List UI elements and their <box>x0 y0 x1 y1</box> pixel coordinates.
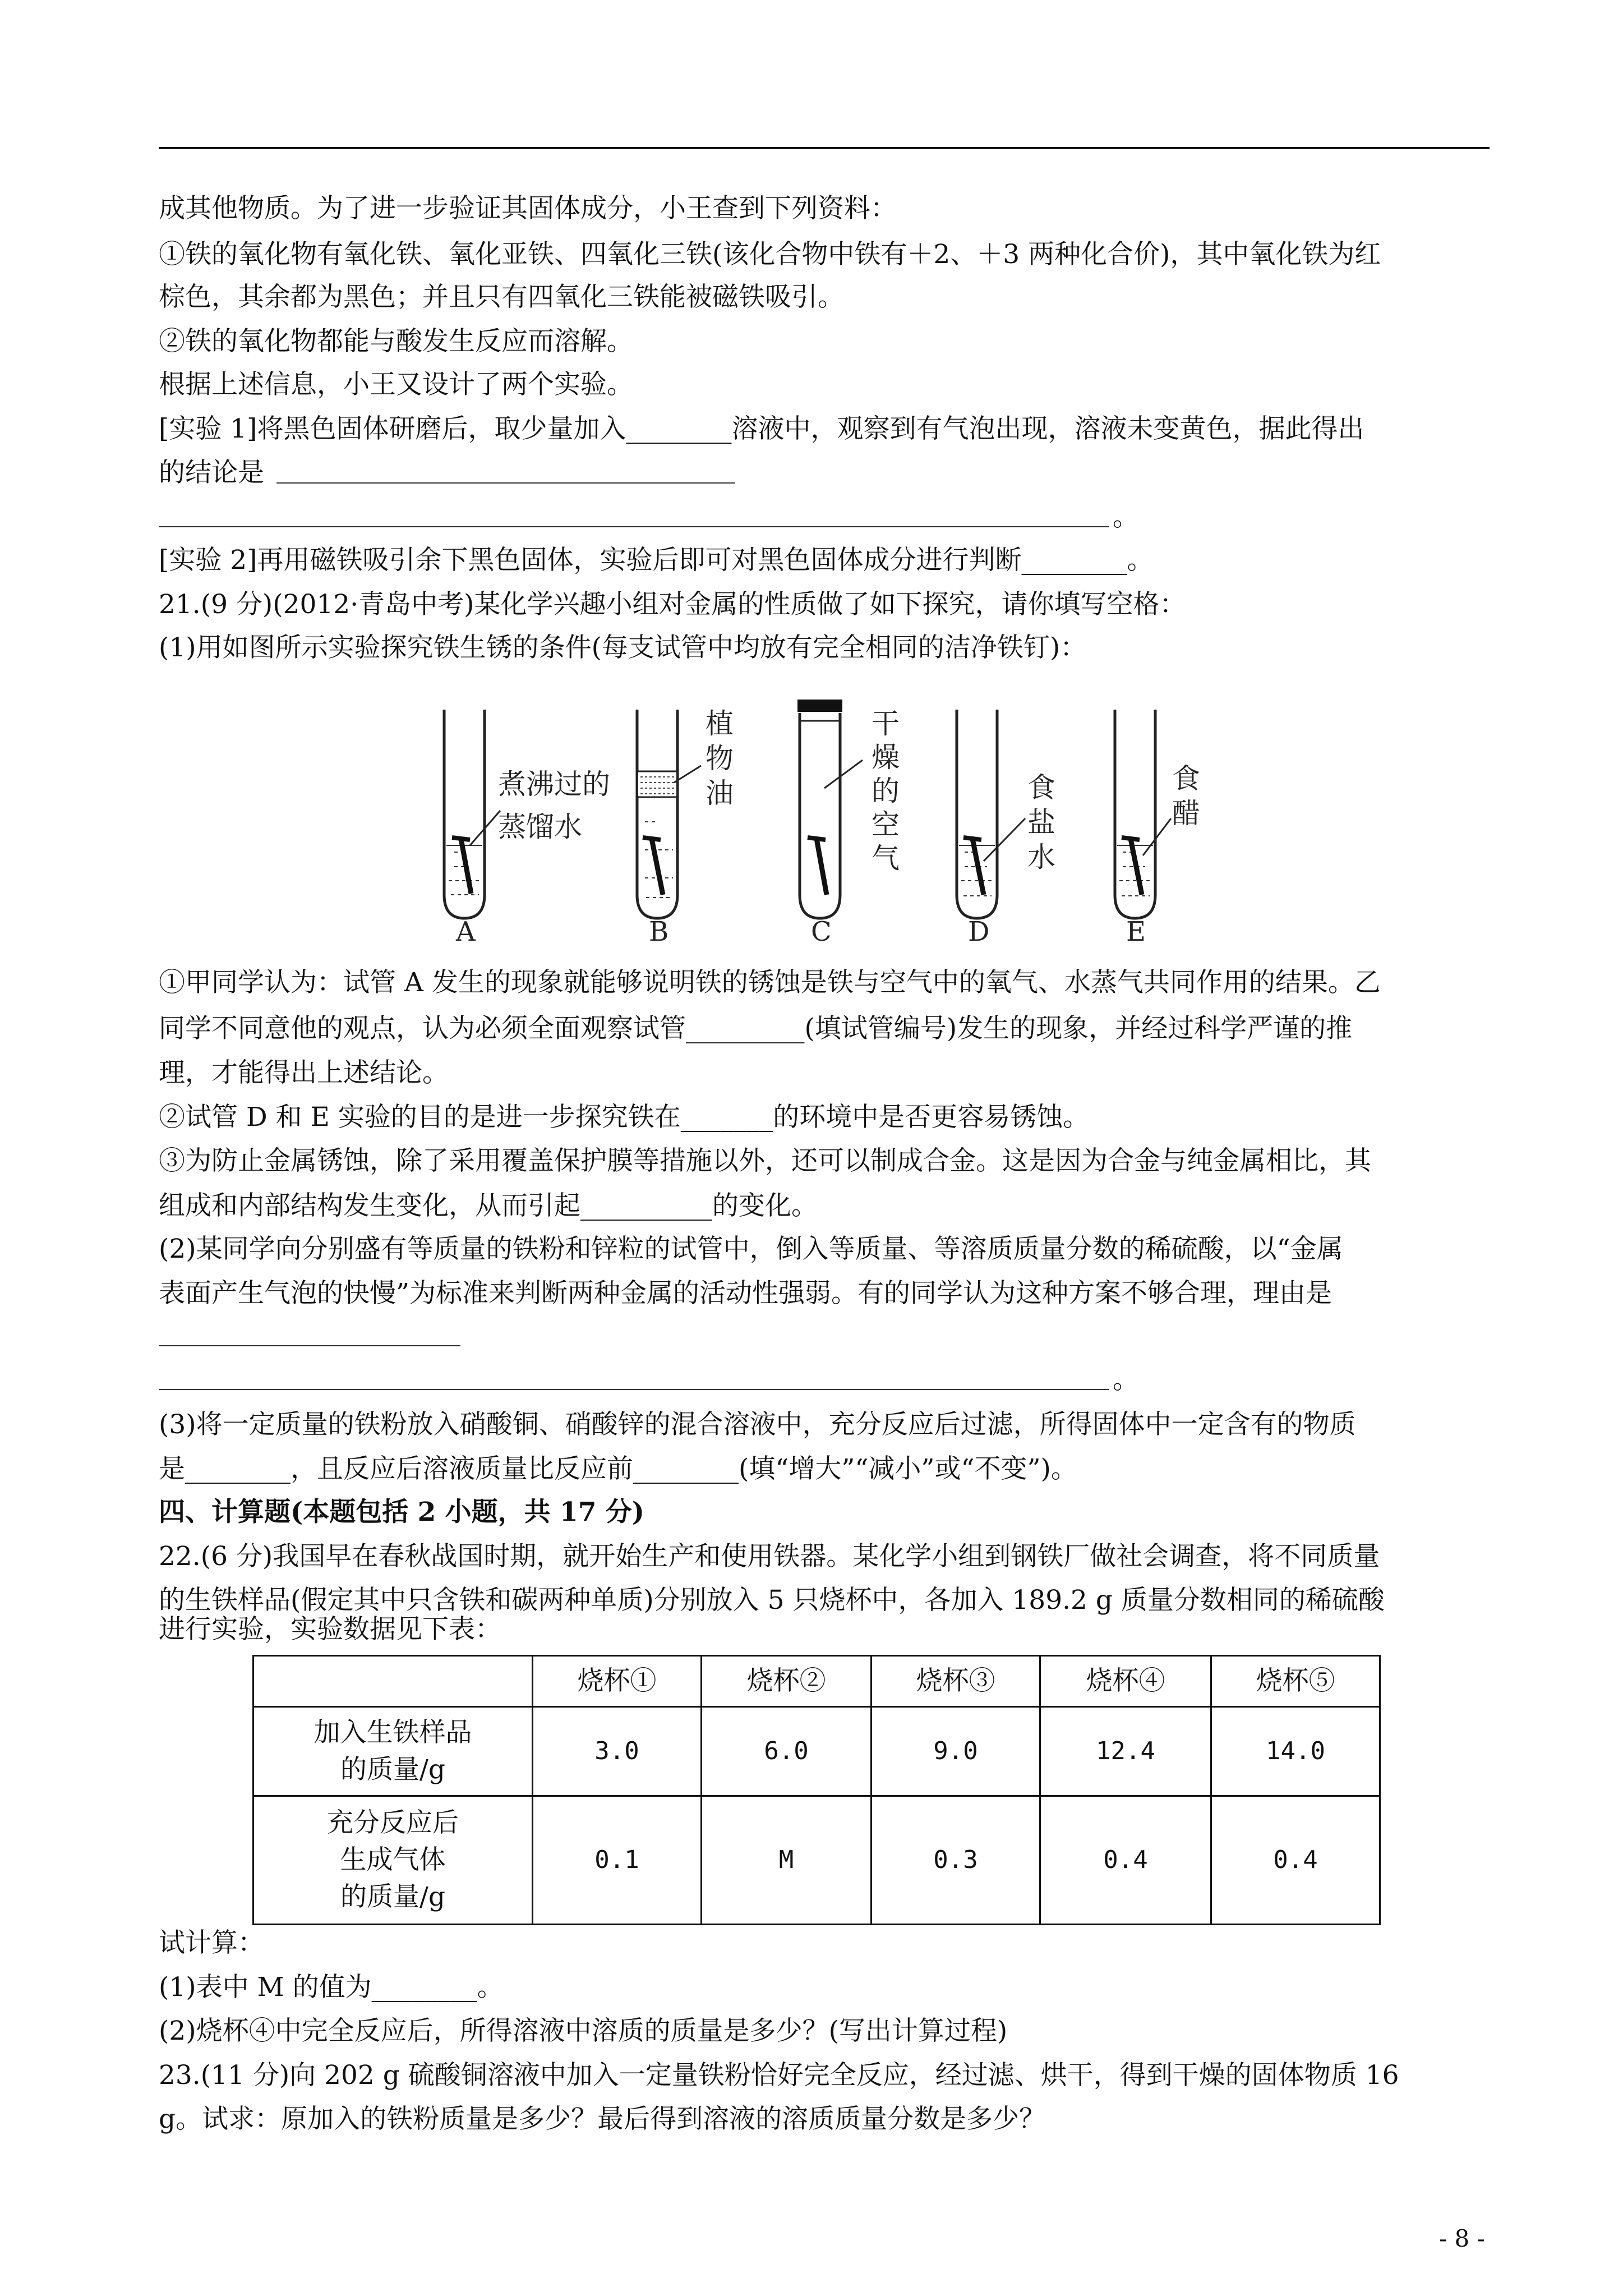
text-line: (1)表中 M 的值为________。 <box>159 1972 504 2003</box>
row-label-line: 的质量/g <box>340 1881 445 1912</box>
tube-label-e: E <box>1126 916 1146 947</box>
text-line: 理，才能得出上述结论。 <box>159 1057 449 1088</box>
iron-nail <box>808 838 827 895</box>
table-row <box>253 1796 1380 1925</box>
label-c-char: 空 <box>872 808 900 841</box>
table-cell: 0.4 <box>1211 1796 1380 1925</box>
text-line: 的结论是 <box>159 457 264 488</box>
answer-blank[interactable] <box>159 526 1109 527</box>
label-c-char: 气 <box>872 842 900 875</box>
tube-e <box>1115 710 1171 918</box>
text-line: ②试管 D 和 E 实验的目的是进一步探究铁在_______的环境中是否更容易锈蚀。 <box>159 1102 1090 1133</box>
label-e-char: 食 <box>1172 762 1200 795</box>
table-row <box>253 1707 1380 1796</box>
tube-d <box>957 710 1025 918</box>
answer-blank[interactable] <box>276 482 735 484</box>
text-line: 的生铁样品(假定其中只含铁和碳两种单质)分别放入 5 只烧杯中，各加入 189.2 g 质量分数相同的稀硫酸 <box>159 1585 1385 1616</box>
table-header-cell: 烧杯④ <box>1040 1656 1211 1707</box>
text-line: ①甲同学认为：试管 A 发生的现象就能够说明铁的锈蚀是铁与空气中的氧气、水蒸气共同作用的结果。乙 <box>159 967 1381 998</box>
table-cell: 14.0 <box>1211 1707 1380 1796</box>
label-c-char: 的 <box>872 775 900 807</box>
table-cell: 3.0 <box>533 1707 702 1796</box>
table-cell: 0.3 <box>872 1796 1040 1925</box>
label-d-char: 食 <box>1027 771 1055 804</box>
label-b-char: 植 <box>706 707 734 740</box>
period: 。 <box>1113 1364 1139 1395</box>
label-c-char: 干 <box>872 707 900 740</box>
label-b-char: 油 <box>706 777 734 809</box>
answer-blank[interactable] <box>159 1389 1109 1390</box>
period: 。 <box>1113 501 1139 532</box>
text-line: g。试求：原加入的铁粉质量是多少？最后得到溶液的溶质质量分数是多少？ <box>159 2104 1046 2134</box>
text-line: 组成和内部结构发生变化，从而引起__________的变化。 <box>159 1190 818 1221</box>
row-label-line: 加入生铁样品 <box>313 1717 472 1748</box>
tube-label-d: D <box>968 916 990 947</box>
label-e-char: 醋 <box>1172 797 1200 830</box>
text-line: [实验 1]将黑色固体研磨后，取少量加入________溶液中，观察到有气泡出现，溶液未变黄色，据此得出 <box>159 413 1364 444</box>
label-d-char: 水 <box>1027 841 1055 873</box>
row-label <box>253 1707 533 1796</box>
label-a-line1: 煮沸过的 <box>498 768 610 800</box>
tube-label-a: A <box>456 916 476 947</box>
question-23-title: 23.(11 分)向 202 g 硫酸铜溶液中加入一定量铁粉恰好完全反应，经过滤、烘干，得到干燥的固体物质 16 <box>159 2060 1399 2091</box>
tube-label-b: B <box>649 916 669 947</box>
question-22-title: 22.(6 分)我国早在春秋战国时期，就开始生产和使用铁器。某化学小组到钢铁厂做社会调查，将不同质量 <box>159 1541 1380 1572</box>
text-line: (3)将一定质量的铁粉放入硝酸铜、硝酸锌的混合溶液中，充分反应后过滤，所得固体中一定含有的物质 <box>159 1409 1356 1440</box>
table-header-cell <box>253 1656 533 1707</box>
text-line: ①铁的氧化物有氧化铁、氧化亚铁、四氧化三铁(该化合物中铁有＋2、＋3 两种化合价)，其中氧化铁为红 <box>159 239 1381 270</box>
table-cell: 6.0 <box>702 1707 872 1796</box>
data-table <box>252 1655 1381 1925</box>
tube-b <box>637 710 701 918</box>
text-line: 成其他物质。为了进一步验证其固体成分，小王查到下列资料： <box>159 193 897 224</box>
row-label-line: 生成气体 <box>340 1844 446 1875</box>
label-b-char: 物 <box>706 742 734 775</box>
stopper <box>797 700 842 712</box>
text-line: (2)烧杯④中完全反应后，所得溶液中溶质的质量是多少？(写出计算过程) <box>159 2016 1008 2046</box>
tube-a <box>444 710 500 918</box>
page-number: - 8 - <box>1439 2225 1485 2252</box>
iron-nail <box>643 838 663 895</box>
text-line: [实验 2]再用磁铁吸引余下黑色固体，实验后即可对黑色固体成分进行判断________。 <box>159 545 1154 576</box>
label-d-char: 盐 <box>1027 806 1055 839</box>
label-a-line2: 蒸馏水 <box>498 811 582 843</box>
label-c-char: 燥 <box>872 741 900 774</box>
row-label-line: 充分反应后 <box>327 1807 459 1838</box>
table-cell: M <box>702 1796 872 1925</box>
text-line: 表面产生气泡的快慢”为标准来判断两种金属的活动性强弱。有的同学认为这种方案不够合理，理由是 <box>159 1278 1332 1309</box>
table-cell: 9.0 <box>872 1707 1040 1796</box>
table-cell: 0.4 <box>1040 1796 1211 1925</box>
section-heading: 四、计算题(本题包括 2 小题，共 17 分) <box>159 1497 645 1527</box>
text-line: 根据上述信息，小王又设计了两个实验。 <box>159 369 633 400</box>
text-line: 同学不同意他的观点，认为必须全面观察试管_________(填试管编号)发生的现象，并经过科学严谨的推 <box>159 1013 1353 1044</box>
table-header-cell: 烧杯① <box>533 1656 702 1707</box>
table-header-row <box>253 1656 1380 1707</box>
text-line: ③为防止金属锈蚀，除了采用覆盖保护膜等措施以外，还可以制成合金。这是因为合金与纯金属相比，其 <box>159 1145 1371 1176</box>
test-tube-figure <box>432 698 1239 951</box>
answer-blank[interactable] <box>159 1345 460 1346</box>
oil-layer <box>638 771 676 796</box>
header-rule <box>159 147 1490 149</box>
text-line: (2)某同学向分别盛有等质量的铁粉和锌粒的试管中，倒入等质量、等溶质质量分数的稀硫酸，以“金属 <box>159 1234 1343 1264</box>
table-cell: 12.4 <box>1040 1707 1211 1796</box>
text-line: 试计算： <box>159 1927 264 1958</box>
table-header-cell: 烧杯② <box>702 1656 872 1707</box>
text-line: 是________，且反应后溶液质量比反应前________(填“增大”“减小”或“不变”)。 <box>159 1453 1077 1484</box>
question-21-title: 21.(9 分)(2012·青岛中考)某化学兴趣小组对金属的性质做了如下探究，请你填写空格： <box>159 589 1186 620</box>
text-line: 棕色，其余都为黑色；并且只有四氧化三铁能被磁铁吸引。 <box>159 282 844 312</box>
table-cell: 0.1 <box>533 1796 702 1925</box>
tube-label-c: C <box>811 916 832 947</box>
text-line: ②铁的氧化物都能与酸发生反应而溶解。 <box>159 326 633 357</box>
table-header-cell: 烧杯⑤ <box>1211 1656 1380 1707</box>
table-header-cell: 烧杯③ <box>872 1656 1040 1707</box>
row-label-line: 的质量/g <box>340 1754 445 1785</box>
text-line: (1)用如图所示实验探究铁生锈的条件(每支试管中均放有完全相同的洁净铁钉)： <box>159 632 1087 663</box>
tube-c <box>797 700 863 918</box>
text-line: 进行实验，实验数据见下表： <box>159 1614 501 1645</box>
row-label <box>253 1796 533 1925</box>
